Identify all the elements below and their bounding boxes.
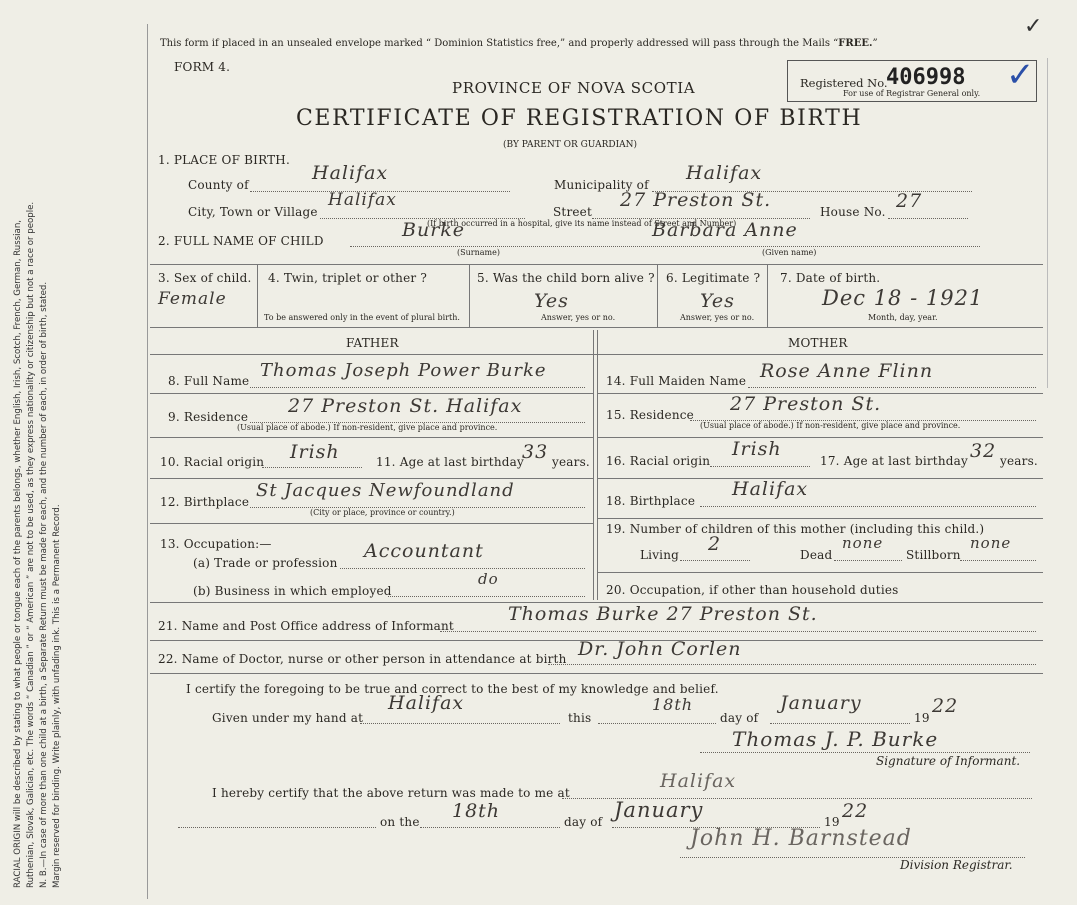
father-racial-label: 10. Racial origin [160,455,265,469]
parents-heading-rule [150,354,1043,355]
father-age-value: 33 [522,441,549,463]
father-business-line [388,596,585,597]
stillborn-value: none [970,534,1012,552]
sex-value: Female [158,289,227,309]
informant-signature: Thomas J. P. Burke [732,727,939,751]
mother-name-value: Rose Anne Flinn [760,360,934,382]
registrar-month-value: January [614,798,704,822]
father-name-label: 8. Full Name [168,374,250,388]
legitimate-note: Answer, yes or no. [680,313,755,322]
postal-note-end: ” [872,38,878,49]
row3-divider-3 [657,264,658,327]
registrar-place-value: Halifax [660,770,737,792]
mother-racial-line [710,466,810,467]
row3-top-rule [150,264,1043,265]
child-name-line [350,246,980,247]
given-year-prefix: 19 [914,711,930,725]
given-day-of-label: day of [720,711,759,725]
mother-age-value: 32 [970,440,997,462]
mother-children-label: 19. Number of children of this mother (including this child.) [606,522,985,536]
certificate-subtitle: (BY PARENT OR GUARDIAN) [503,140,638,150]
living-line [680,560,750,561]
stillborn-line [960,560,1036,561]
house-line [888,218,968,219]
given-month-line [770,723,910,724]
birth-date-note: Month, day, year. [868,313,938,322]
mother-birthplace-value: Halifax [732,478,809,500]
mother-birthplace-label: 18. Birthplace [606,494,696,508]
municipality-label: Municipality of [554,178,649,192]
row3-divider-4 [767,264,768,327]
mother-racial-value: Irish [732,438,782,460]
row3-divider-2 [469,264,470,327]
given-caption: (Given name) [762,248,817,257]
this-label: this [568,711,592,725]
mother-occupation-label: 20. Occupation, if other than household duties [606,583,899,597]
postal-note-text: This form if placed in an unsealed envelope marked “ Dominion Statistics free,” and properly addressed will pass through the Mails “ [160,38,839,49]
father-birthplace-value: St Jacques Newfoundland [256,480,515,501]
legitimate-value: Yes [700,290,735,312]
doctor-line [548,664,1036,665]
mother-row-rule-4 [597,518,1043,519]
street-label: Street [553,205,593,219]
county-label: County of [188,178,249,192]
mother-residence-note: (Usual place of abode.) If non-resident, give place and province. [700,421,961,430]
margin-line-2: Ruthenian, Slovak, Galician, etc. The words “ Canadian ” or “ American ” are not to be used, as they express nationality or citizenship but not a race or people. [26,201,36,888]
certificate-title: CERTIFICATE OF REGISTRATION OF BIRTH [296,106,863,131]
mother-name-line [748,387,1036,388]
living-value: 2 [708,533,722,555]
given-place-value: Halifax [388,692,465,714]
given-day-value: 18th [652,695,694,714]
registrar-note: For use of Registrar General only. [843,89,981,98]
registrar-day-value: 18th [452,800,501,822]
dead-line [834,560,902,561]
stillborn-label: Stillborn [906,548,961,562]
alive-note: Answer, yes or no. [541,313,616,322]
father-residence-value: 27 Preston St. Halifax [288,395,523,417]
given-under-label: Given under my hand at [212,711,364,725]
sex-label: 3. Sex of child. [158,271,252,285]
birth-date-label: 7. Date of birth. [780,271,881,285]
mother-residence-value: 27 Preston St. [730,393,882,415]
corner-check-mark: ✓ [1024,14,1043,39]
province-heading: PROVINCE OF NOVA SCOTIA [452,79,696,97]
child-given-value: Barbara Anne [652,219,798,241]
father-trade-line [340,568,585,569]
surname-caption: (Surname) [457,248,500,257]
father-residence-note: (Usual place of abode.) If non-resident, give place and province. [237,423,498,432]
registrar-day-of-label: day of [564,815,603,829]
father-name-line [250,387,585,388]
certification-top-rule [150,673,1043,674]
father-name-value: Thomas Joseph Power Burke [260,360,547,381]
father-occupation-label: 13. Occupation:— [160,537,272,551]
doctor-value: Dr. John Corlen [578,638,742,660]
dead-value: none [842,534,884,552]
informant-signature-line [700,752,1030,753]
postal-note [160,38,878,49]
father-row-rule-1 [150,393,593,394]
registered-box [787,55,1037,102]
street-value: 27 Preston St. [620,189,772,211]
registrar-statement: I hereby certify that the above return was made to me at [212,786,570,800]
doctor-label: 22. Name of Doctor, nurse or other person in attendance at birth [158,652,567,666]
parents-divider-b [597,330,598,600]
mother-heading: MOTHER [788,336,848,350]
registrar-lead-line [178,827,376,828]
legitimate-label: 6. Legitimate ? [666,271,761,285]
mother-age-label: 17. Age at last birthday [820,454,968,468]
informant-signature-caption: Signature of Informant. [876,754,1021,768]
father-racial-value: Irish [290,441,340,463]
mother-name-label: 14. Full Maiden Name [606,374,747,388]
mother-row-rule-3 [597,478,1043,479]
mother-row-rule-5 [597,572,1043,573]
form-number: FORM 4. [174,60,231,74]
mother-racial-label: 16. Racial origin [606,454,711,468]
registered-label: Registered No. [800,76,888,90]
twin-note: To be answered only in the event of plural birth. [264,313,460,322]
postal-note-free: FREE. [838,38,873,49]
county-value: Halifax [312,162,389,184]
city-label: City, Town or Village [188,205,318,219]
child-surname-value: Burke [402,219,466,241]
father-row-rule-4 [150,523,593,524]
father-row-rule-3 [150,478,593,479]
twin-label: 4. Twin, triplet or other ? [268,271,427,285]
margin-instructions [12,18,142,888]
registrar-year-prefix: 19 [824,815,840,829]
father-residence-label: 9. Residence [168,410,249,424]
registrar-signature: John H. Barnstead [690,826,912,851]
margin-line-3: N. B.—In case of more than one child at a birth, a Separate Return must be made for each, and the number of each, in order of birth, stated. [39,281,49,888]
birth-date-value: Dec 18 - 1921 [822,286,984,310]
given-day-line [598,723,716,724]
margin-line-4: Margin reserved for binding. Write plainly, with unfading ink. This is a Permanent Record. [52,504,62,888]
father-business-label: (b) Business in which employed [193,584,392,598]
right-edge-rule [1047,58,1048,388]
given-place-line [360,723,560,724]
municipality-value: Halifax [686,162,763,184]
registered-number: 406998 [886,65,966,90]
place-of-birth-label: 1. PLACE OF BIRTH. [158,153,290,167]
house-label: House No. [820,205,886,219]
margin-rule [147,24,148,899]
father-trade-label: (a) Trade or profession [193,556,338,570]
registrar-year-value: 22 [842,800,869,822]
on-the-label: on the [380,815,420,829]
father-birthplace-note: (City or place, province or country.) [310,508,455,517]
row3-divider-1 [257,264,258,327]
mother-birthplace-line [700,506,1036,507]
father-trade-value: Accountant [364,540,484,562]
registrar-day-line [420,827,560,828]
parents-divider-a [593,330,594,600]
mother-row-rule-2 [597,437,1043,438]
registrar-signature-caption: Division Registrar. [900,858,1013,872]
alive-label: 5. Was the child born alive ? [477,271,655,285]
house-value: 27 [896,190,923,212]
father-years-label: years. [552,455,590,469]
informant-label: 21. Name and Post Office address of Informant [158,619,454,633]
father-age-label: 11. Age at last birthday [376,455,524,469]
father-row-rule-2 [150,437,593,438]
mother-years-label: years. [1000,454,1038,468]
dead-label: Dead [800,548,833,562]
father-business-value: do [478,570,499,588]
certification-statement: I certify the foregoing to be true and correct to the best of my knowledge and belief. [186,682,719,696]
father-birthplace-label: 12. Birthplace [160,495,250,509]
child-name-label: 2. FULL NAME OF CHILD [158,234,324,248]
row3-bottom-rule [150,327,1043,328]
father-racial-line [262,467,362,468]
informant-value: Thomas Burke 27 Preston St. [508,603,818,625]
hospital-note: (If birth occurred in a hospital, give its name instead of Street and Number) [427,219,737,228]
registered-check-mark: ✓ [1006,55,1035,95]
living-label: Living [640,548,680,562]
given-month-value: January [780,692,862,714]
father-heading: FATHER [346,336,399,350]
given-year-value: 22 [932,695,959,717]
mother-residence-label: 15. Residence [606,408,694,422]
informant-line [440,631,1036,632]
margin-line-1: RACIAL ORIGIN will be described by stating to what people or tongue each of the parents belongs, whether English, Irish, Scotch, French, German, Russian, [13,219,23,888]
city-value: Halifax [328,190,397,210]
alive-value: Yes [534,290,569,312]
